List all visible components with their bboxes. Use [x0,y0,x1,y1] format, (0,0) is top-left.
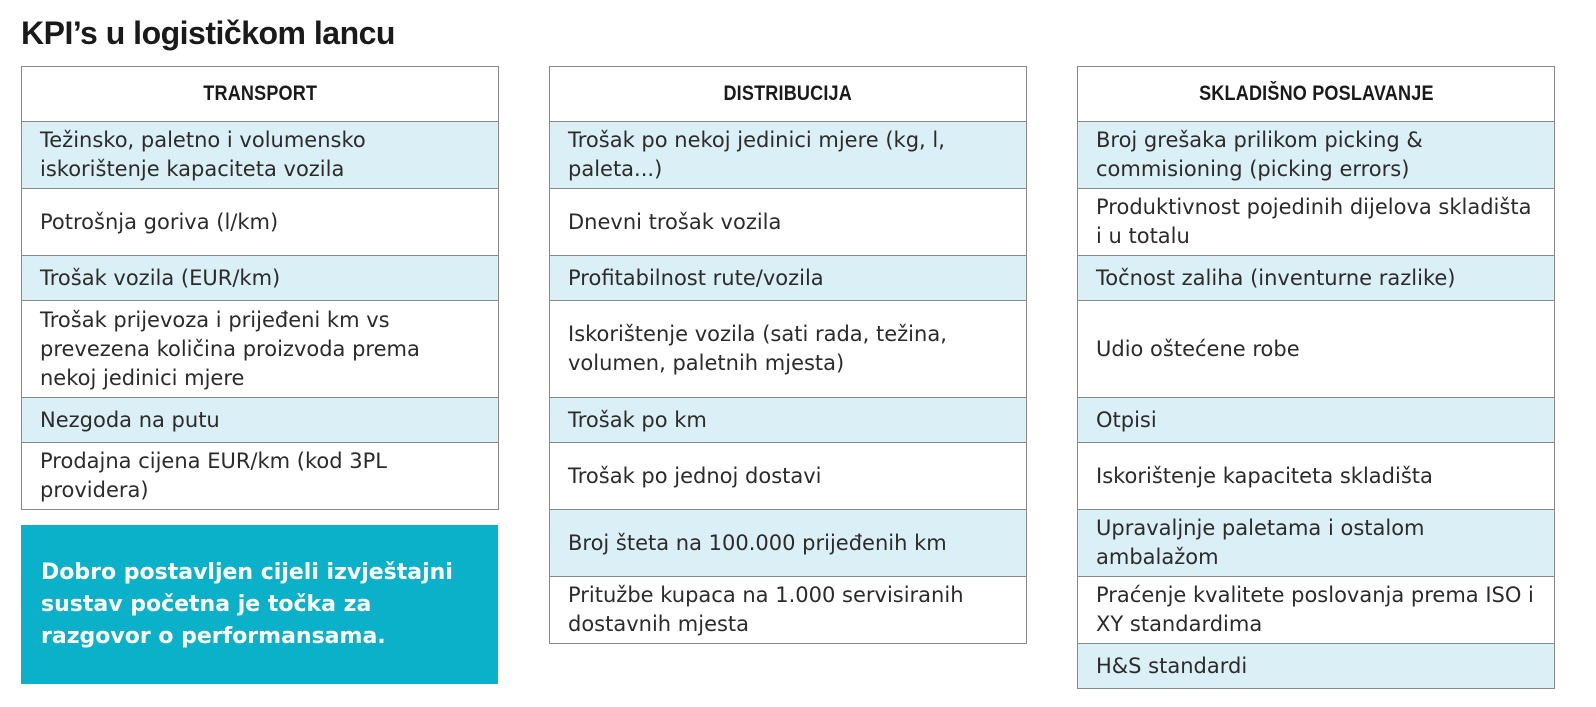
kpi-item: Potrošnja goriva (l/km) [40,209,279,234]
table-row [1078,256,1554,301]
kpi-item: Otpisi [1096,407,1157,432]
kpi-item: Nezgoda na putu [40,407,220,432]
distribucija-header-cell [550,67,1026,122]
kpi-item: Udio oštećene robe [1096,336,1300,361]
skladisno-header-cell [1078,67,1554,122]
distribucija-table [549,66,1027,644]
kpi-item: Točnost zaliha (inventurne razlike) [1096,265,1456,290]
table-row [1078,122,1554,189]
table-row [550,189,1026,256]
table-row [550,443,1026,510]
kpi-item: Trošak po km [568,407,707,432]
kpi-item: Iskorištenje vozila (sati rada, težina, volumen, paletnih mjesta) [568,322,947,375]
skladisno-poslavanje-table [1077,66,1555,689]
kpi-item: H&S standardi [1096,653,1248,678]
kpi-item: Upravaljnje paletama i ostalom ambalažom [1096,516,1425,569]
kpi-item: Težinsko, paletno i volumensko iskorištenje kapaciteta vozila [40,128,366,181]
table-row [22,301,498,398]
kpi-item: Profitabilnost rute/vozila [568,265,824,290]
kpi-item: Dnevni trošak vozila [568,209,782,234]
table-row [550,256,1026,301]
table-row [22,189,498,256]
table-row [1078,301,1554,398]
kpi-item: Pritužbe kupaca na 1.000 servisiranih dostavnih mjesta [568,583,964,636]
table-row [1078,443,1554,510]
callout-box [21,525,498,684]
kpi-item: Iskorištenje kapaciteta skladišta [1096,463,1433,488]
transport-header: TRANSPORT [203,82,317,105]
table-row [550,122,1026,189]
transport-header-cell [22,67,498,122]
kpi-item: Trošak vozila (EUR/km) [40,265,281,290]
kpi-item: Trošak prijevoza i prijeđeni km vs prevezena količina proizvoda prema nekoj jedinici mjere [40,307,420,390]
table-row [550,510,1026,577]
table-row [550,577,1026,643]
callout-text: Dobro postavljen cijeli izvještajni sustav početna je točka za razgovor o performansama. [41,559,453,649]
kpi-item: Trošak po nekoj jedinici mjere (kg, l, paleta...) [568,128,945,181]
kpi-item: Praćenje kvalitete poslovanja prema ISO i XY standardima [1096,583,1534,636]
table-row [22,443,498,509]
table-row [1078,577,1554,644]
table-row [1078,510,1554,577]
table-row [1078,398,1554,443]
kpi-item: Broj grešaka prilikom picking & commisioning (picking errors) [1096,128,1423,181]
table-row [22,256,498,301]
kpi-item: Prodajna cijena EUR/km (kod 3PL providera) [40,449,387,502]
table-row [550,398,1026,443]
table-row [550,301,1026,398]
skladisno-header: SKLADIŠNO POSLAVANJE [1198,82,1434,105]
kpi-item: Broj šteta na 100.000 prijeđenih km [568,530,947,555]
transport-table [21,66,499,510]
distribucija-header: DISTRIBUCIJA [723,82,853,105]
table-row [1078,644,1554,688]
table-row [1078,189,1554,256]
kpi-item: Produktivnost pojedinih dijelova skladišta i u totalu [1096,195,1532,248]
table-row [22,122,498,189]
table-row [22,398,498,443]
kpi-item: Trošak po jednoj dostavi [568,463,822,488]
page-title: KPI’s u logističkom lancu [21,15,395,51]
